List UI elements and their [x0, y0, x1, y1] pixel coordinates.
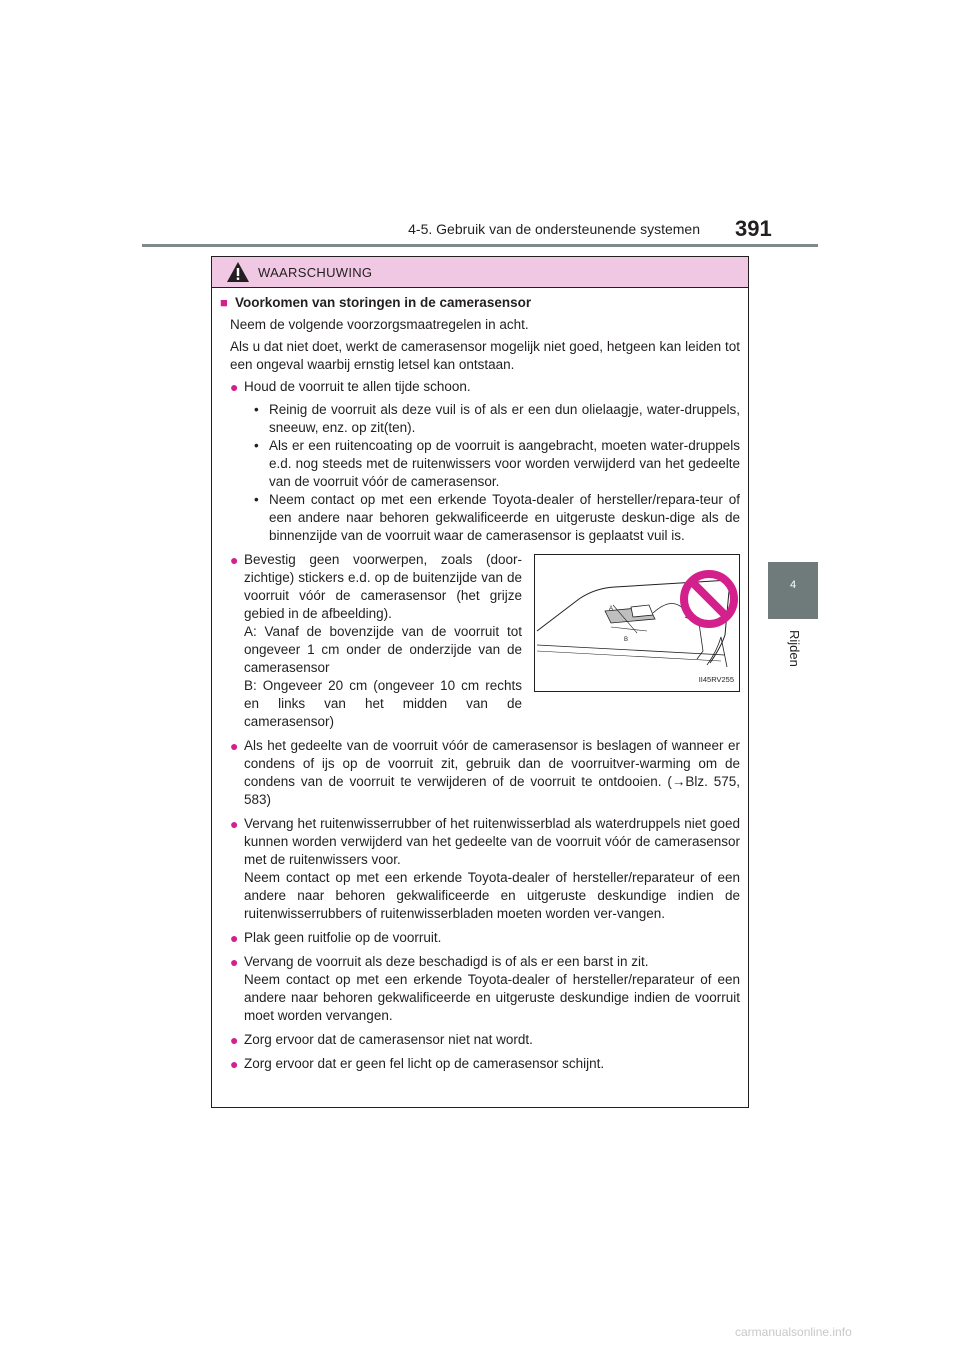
list-item: ● Als het gedeelte van de voorruit vóór de camerasensor is beslagen of wanneer er condens of ijs op de voorruit zit, gebruik dan de voorruitver-warming om de condens van de voorruit te verwijderen of de voorruit te ontdooien. (→Blz. 575, 583)	[230, 738, 740, 807]
list-item: ● Plak geen ruitfolie op de voorruit.	[230, 930, 442, 946]
list-item: ● Vervang het ruitenwisserrubber of het ruitenwisserblad als waterdruppels niet goed kunnen worden verwijderd van het gedeelte van de voorruit vóór de camerasensor met de ruitenwissers voor. Neem contact op met een erkende Toyota-dealer of hersteller/reparateur of een andere naar behoren gekwalificeerde en uitgeruste deskundige indien de ruitenwisserrubbers of ruitenwisserbladen moeten worden ver-vangen.	[230, 816, 740, 921]
square-bullet-icon: ■	[220, 295, 228, 310]
list-item: ● Zorg ervoor dat er geen fel licht op de camerasensor schijnt.	[230, 1056, 605, 1072]
round-bullet-icon: ●	[230, 954, 239, 970]
item-with-figure	[230, 551, 740, 731]
warning-title: WAARSCHUWING	[258, 264, 373, 280]
header-rule	[142, 244, 818, 247]
round-bullet-icon: ●	[230, 930, 239, 946]
round-bullet-icon: ●	[230, 552, 239, 568]
section-heading	[220, 294, 740, 312]
chapter-tab	[768, 562, 818, 619]
round-bullet-icon: ●	[230, 816, 239, 832]
chapter-label: Rijden	[787, 630, 802, 667]
list-item: ● Bevestig geen voorwerpen, zoals (door-zichtige) stickers e.d. op de buitenzijde van de voorruit vóór de camerasensor (het grijze gebied in de afbeelding). A: Vanaf de bovenzijde van de voorruit tot ongeveer 1 cm onder de onderzijde van de camerasensor B: Ongeveer 20 cm (ongeveer 10 cm rechts en links van het midden van de camerasensor)	[230, 552, 522, 729]
warning-triangle-icon	[226, 261, 250, 283]
warning-box	[211, 256, 749, 1108]
sub-list-item: • Als er een ruitencoating op de voorruit is aangebracht, moeten water-druppels e.d. nog steeds met de ruitenwissers voor worden verwijderd van het gedeelte van de voorruit vóór de camerasensor.	[254, 438, 740, 489]
round-bullet-icon: ●	[230, 1056, 239, 1072]
warning-header	[212, 257, 748, 288]
sub-list	[230, 401, 740, 545]
list-item: ● Houd de voorruit te allen tijde schoon.	[230, 379, 471, 395]
round-bullet-icon: ●	[230, 738, 239, 754]
page-number: 391	[735, 216, 772, 241]
figure-code: II45RV255	[698, 675, 734, 684]
figure-label-a: A	[609, 606, 614, 612]
heading-text: Voorkomen van storingen in de camerasensor	[235, 295, 532, 310]
intro-paragraph: Als u dat niet doet, werkt de camerasensor mogelijk niet goed, hetgeen kan leiden tot een ongeval waarbij ernstig letsel kan ontstaan.	[230, 339, 740, 372]
figure-label-b: B	[624, 637, 629, 643]
warning-content	[212, 288, 748, 1073]
chapter-number: 4	[789, 579, 797, 591]
list-item: ● Vervang de voorruit als deze beschadigd is of als er een barst in zit. Neem contact op met een erkende Toyota-dealer of hersteller/reparateur of een andere naar behoren gekwalificeerde en uitgeruste deskundige indien de voorruit moet worden vervangen.	[230, 954, 740, 1023]
windshield-figure	[534, 554, 740, 692]
watermark: carmanualsonline.info	[735, 1325, 852, 1339]
round-bullet-icon: ●	[230, 1032, 239, 1048]
sub-list-item: • Neem contact op met een erkende Toyota-dealer of hersteller/repara-teur of een andere naar behoren gekwalificeerde en uitgeruste deskun-dige als de binnenzijde van de voorruit waar de camerasensor is geplaatst vuil is.	[254, 492, 740, 543]
list-item: ● Zorg ervoor dat de camerasensor niet nat wordt.	[230, 1032, 533, 1048]
sub-list-item: • Reinig de voorruit als deze vuil is of als er een dun olielaagje, water-druppels, sneeuw, enz. op zit(ten).	[254, 402, 740, 435]
intro-paragraph: Neem de volgende voorzorgsmaatregelen in acht.	[230, 317, 529, 332]
round-bullet-icon: ●	[230, 379, 239, 395]
section-title: 4-5. Gebruik van de ondersteunende systemen	[408, 221, 700, 237]
